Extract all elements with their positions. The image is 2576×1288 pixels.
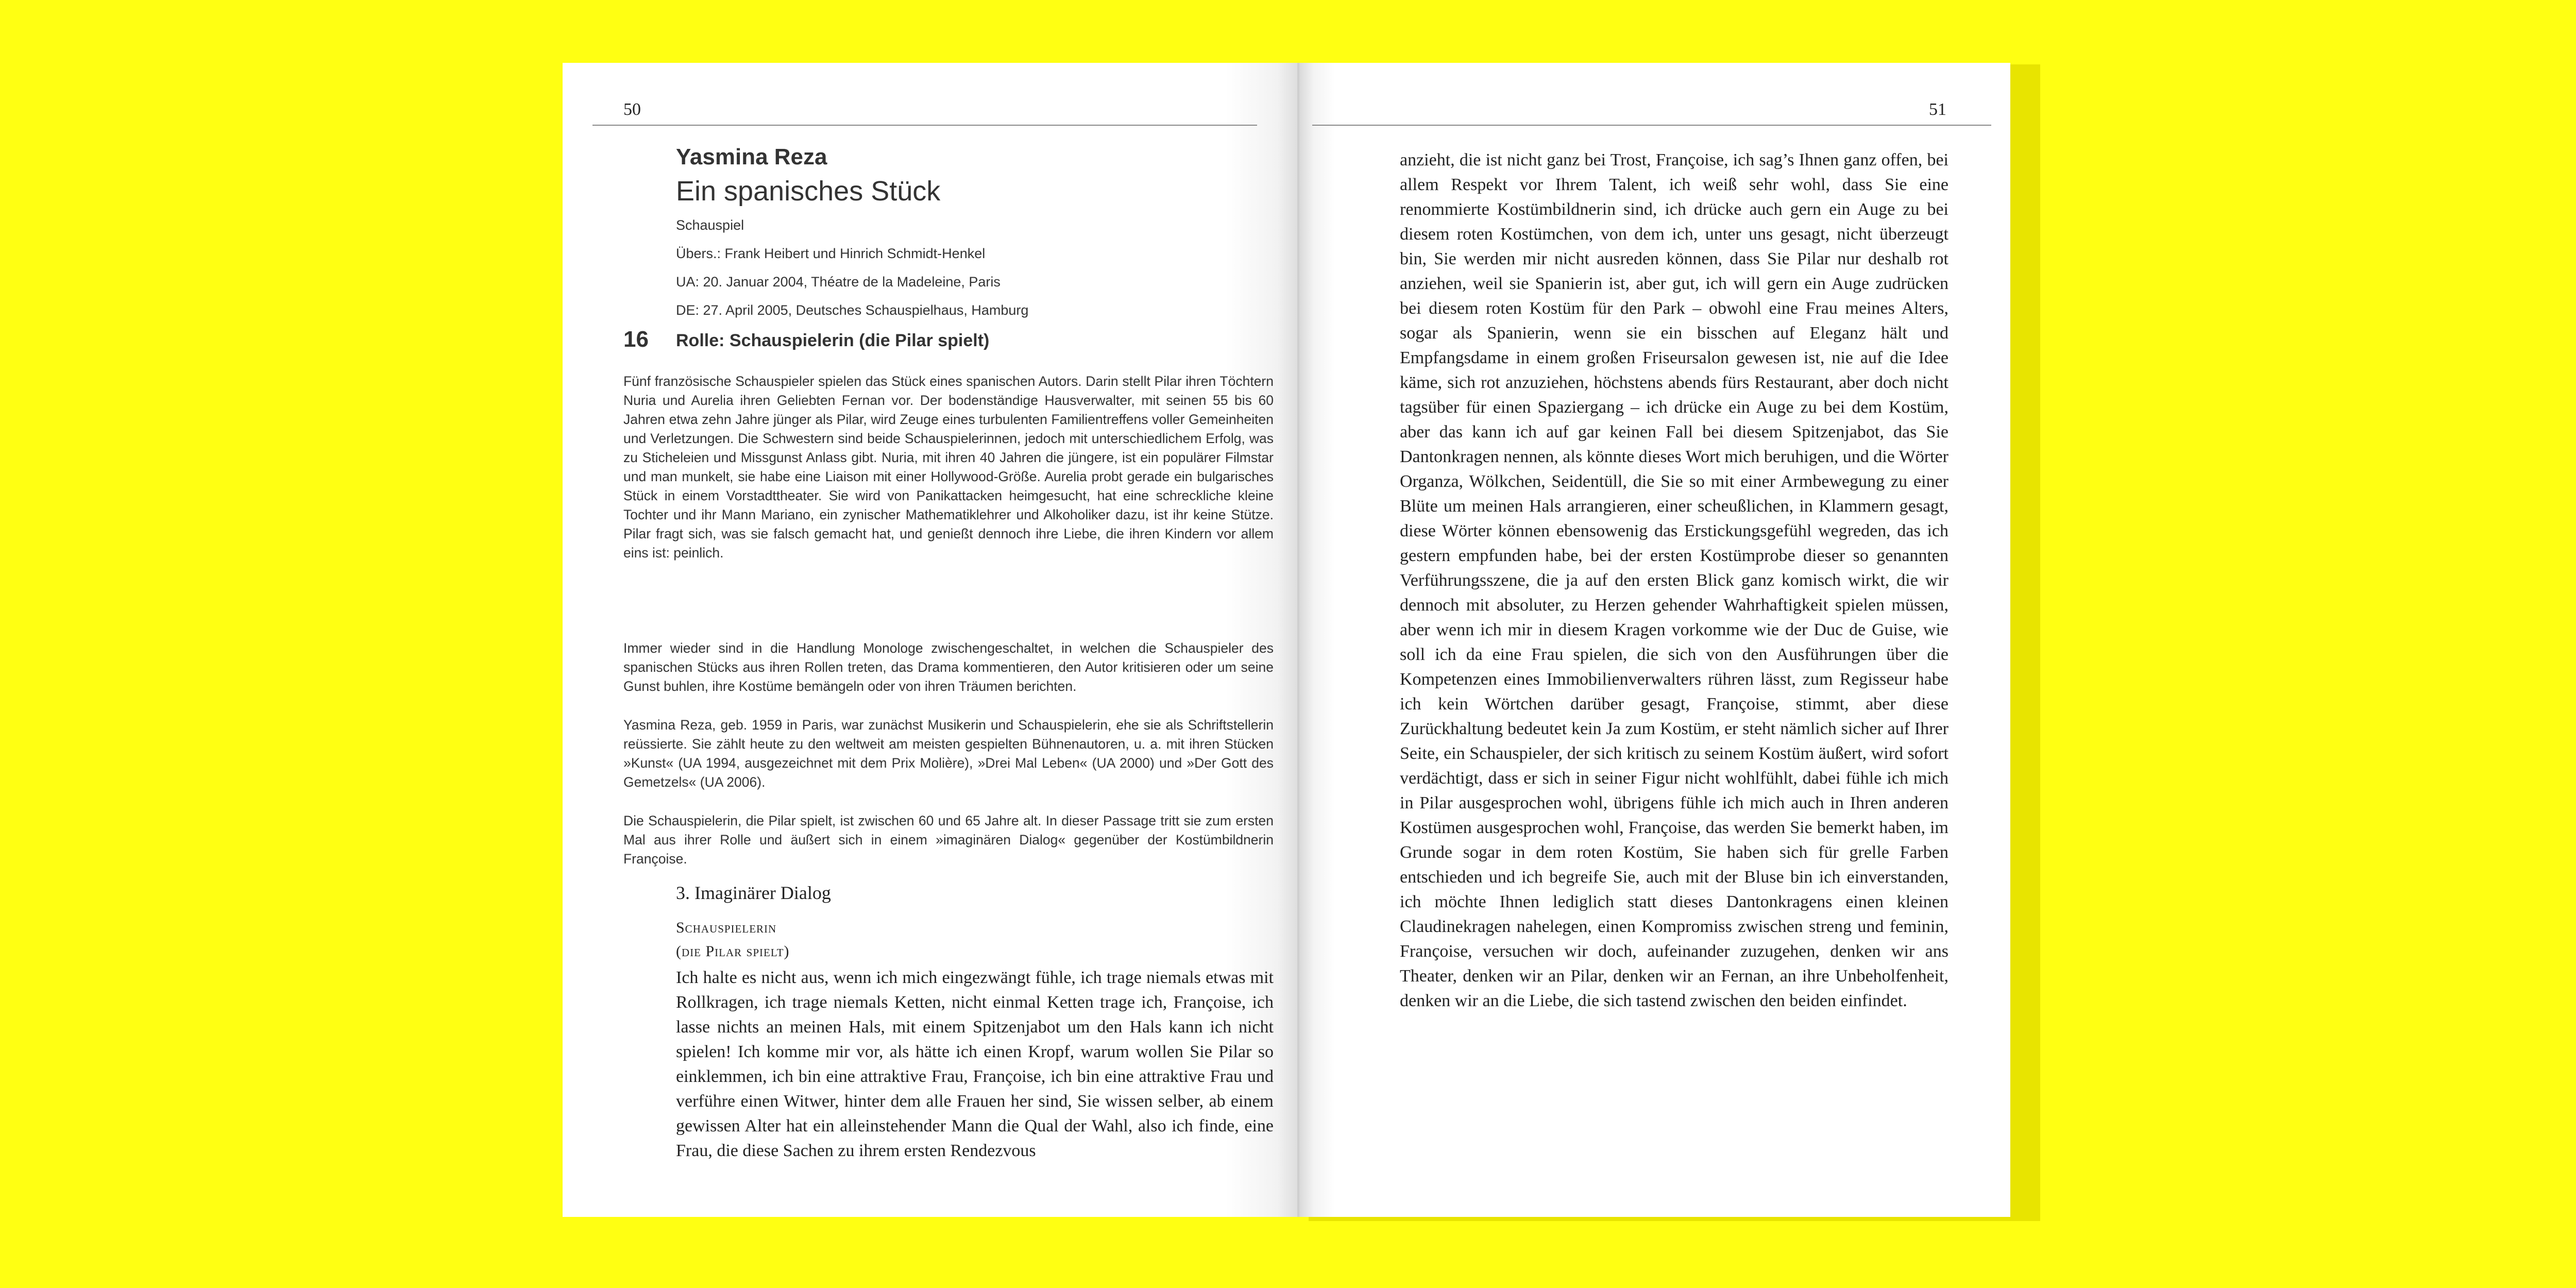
context-paragraph: Die Schauspielerin, die Pilar spielt, ist zwischen 60 und 65 Jahre alt. In dieser Passage tritt sie zum ersten Mal aus ihrer Rolle und äußert sich in einem »imaginären Dialog« gegenüber der Kostümbildnerin Françoise. bbox=[623, 813, 1274, 867]
right-page bbox=[1299, 63, 2010, 1217]
speaker-name: Schauspielerin bbox=[676, 919, 777, 936]
play-title: Ein spanisches Stück bbox=[676, 176, 941, 207]
header-rule-right bbox=[1312, 125, 1991, 126]
page-number-right: 51 bbox=[1929, 100, 1946, 119]
german-premiere-info: DE: 27. April 2005, Deutsches Schauspielhaus, Hamburg bbox=[676, 302, 1029, 318]
monologue-text-continued: anzieht, die ist nicht ganz bei Trost, Françoise, ich sag’s Ihnen ganz offen, bei allem Respekt vor Ihrem Talent, ich weiß sehr wohl, dass Sie eine renommierte Kostümbildnerin sind, ich drücke auch gern ein Auge zu bei diesem roten Kostümchen, von dem ich, unter uns gesagt, nicht überzeugt bin, Sie werden mir nicht ausreden können, dass Sie Pilar nur deshalb rot anziehen, weil sie Spanierin ist, aber gut, ich will gern ein Auge zudrücken bei diesem roten Kostüm für den Park – obwohl eine Frau meines Alters, sogar als Spanierin, wenn sie ein bisschen auf Eleganz hält und Empfangsdame in einem großen Friseursalon gewesen ist, nie auf die Idee käme, sich rot anzuziehen, höchstens abends fürs Restaurant, aber doch nicht tagsüber für einen Spaziergang – ich drücke ein Auge zu bei dem Kostüm, aber das kann ich auf gar keinen Fall bei diesem Spitzenjabot, das Sie Dantonkragen nennen, als könnte dieses Wort mich beruhigen, und die Wörter Organza, Wölkchen, Seidentüll, die Sie so mit einer Armbewegung zu einer Blüte um meinen Hals arrangieren, einer scheußlichen, in Klammern gesagt, diese Wörter können ebensowenig das Erstickungsgefühl wegreden, das ich gestern empfunden habe, bei der ersten Kostümprobe dieser so genannten Verführungsszene, die ja auf den ersten Blick ganz komisch wirkt, die wir dennoch mit absoluter, zu Herzen gehender Wahrhaftigkeit spielen müssen, aber wenn ich mir in diesem Kragen vorkomme wie der Duc de Guise, wie soll ich da eine Frau spielen, die sich von den Ausführungen über die Kompetenzen eines Immobilienverwalters rühren lässt, zum Regisseur habe ich kein Wörtchen darüber gesagt, Françoise, stimmt, aber diese Zurückhaltung bedeutet kein Ja zum Kostüm, er steht nämlich sicher auf Ihrer Seite, ein Schauspieler, der sich kritisch zu seinem Kostüm äußert, wird sofort verdächtigt, dass er sich in seiner Figur nicht wohlfühlt, dabei fühle ich mich in Pilar ausgesprochen wohl, übrigens fühle ich mich auch in Ihren anderen Kostümen ausgesprochen wohl, Françoise, das werden Sie bemerkt haben, im Grunde sogar in dem roten Kostüm, Sie haben sich für grelle Farben entschieden und ich begreife Sie, auch mit der Bluse bin ich einverstanden, ich möchte Ihnen lediglich statt dieses Dantonkragens einen kleinen Claudinekragen nahelegen, einen Kompromiss zwischen streng und feminin, Françoise, versuchen wir doch, aufeinander zuzugehen, denken wir ans Theater, denken wir an Pilar, denken wir an Fernan, an ihre Unbeholfenheit, denken wir an die Liebe, die sich tastend zwischen den beiden einfindet. bbox=[1400, 150, 1948, 1010]
synopsis-paragraph-2: Immer wieder sind in die Handlung Monologe zwischengeschaltet, in welchen die Schauspieler des spanischen Stücks aus ihren Rollen treten, das Drama kommentieren, den Autor kritisieren oder um seine Gunst buhlen, ihre Kostüme bemängeln oder von ihren Träumen berichten. bbox=[623, 640, 1274, 694]
page-number-left: 50 bbox=[623, 100, 641, 119]
section-title: 3. Imaginärer Dialog bbox=[676, 883, 831, 903]
author-bio-paragraph: Yasmina Reza, geb. 1959 in Paris, war zunächst Musikerin und Schauspielerin, ehe sie als Schriftstellerin reüssierte. Sie zählt heute zu den weltweit am meisten gespielten Bühnenautoren, u. a. mit ihren Stücken »Kunst« (UA 1994, ausgezeichnet mit dem Prix Molière), »Drei Mal Leben« (UA 2000) und »Der Gott des Gemetzels« (UA 2006). bbox=[623, 717, 1274, 790]
speaker-note: (die Pilar spielt) bbox=[676, 943, 790, 960]
translation-credit: Übers.: Frank Heibert und Hinrich Schmidt-Henkel bbox=[676, 246, 986, 261]
monologue-number: 16 bbox=[623, 327, 649, 352]
genre: Schauspiel bbox=[676, 217, 744, 233]
synopsis-paragraph: Fünf französische Schauspieler spielen das Stück eines spanischen Autors. Darin stellt Pilar ihren Töchtern Nuria und Aurelia ihren Geliebten Fernan vor. Der bodenständige Hausverwalter, mit seinen 55 bis 60 Jahren etwa zehn Jahre jünger als Pilar, wird Zeuge eines turbulenten Familientreffens voller Gemeinheiten und Verletzungen. Die Schwestern sind beide Schauspielerinnen, jedoch mit unterschiedlichem Erfolg, was zu Sticheleien und Missgunst Anlass gibt. Nuria, mit ihren 40 Jahren die jüngere, ist ein populärer Filmstar und man munkelt, sie habe eine Liaison mit einer Hollywood-Größe. Aurelia probt gerade ein bulgarisches Stück in einem Vorstadttheater. Sie wird von Panikattacken heimgesucht, hat eine schreckliche kleine Tochter und ihr Mann Mariano, ein zynischer Mathematiklehrer und Alkoholiker dazu, ist ihr keine Stütze. Pilar fragt sich, was sie falsch gemacht hat, und genießt dennoch ihre Liebe, die ihren Kindern vor allem eins ist: peinlich. bbox=[623, 374, 1274, 561]
monologue-text-start: Ich halte es nicht aus, wenn ich mich eingezwängt fühle, ich trage niemals etwas mit Rollkragen, ich trage niemals Ketten, nicht einmal Ketten trage ich, Françoise, ich lasse nichts an meinen Hals, mit einem Spitzenjabot um den Hals kann ich nicht spielen! Ich komme mir vor, als hätte ich einen Kropf, warum wollen Sie Pilar so einklemmen, ich bin eine attraktive Frau, Françoise, ich bin eine attraktive Frau und verführe einen Witwer, hinter dem alle Frauen her sind, Sie wissen selber, ab einem gewissen Alter hat ein alleinstehender Mann die Qual der Wahl, also ich finde, eine Frau, die diese Sachen zu ihrem ersten Rendezvous bbox=[676, 968, 1274, 1160]
left-page bbox=[563, 63, 1299, 1217]
header-rule-left bbox=[592, 125, 1257, 126]
author-name: Yasmina Reza bbox=[676, 144, 827, 170]
role-heading: Rolle: Schauspielerin (die Pilar spielt) bbox=[676, 331, 990, 350]
premiere-info: UA: 20. Januar 2004, Théatre de la Madeleine, Paris bbox=[676, 274, 1001, 290]
